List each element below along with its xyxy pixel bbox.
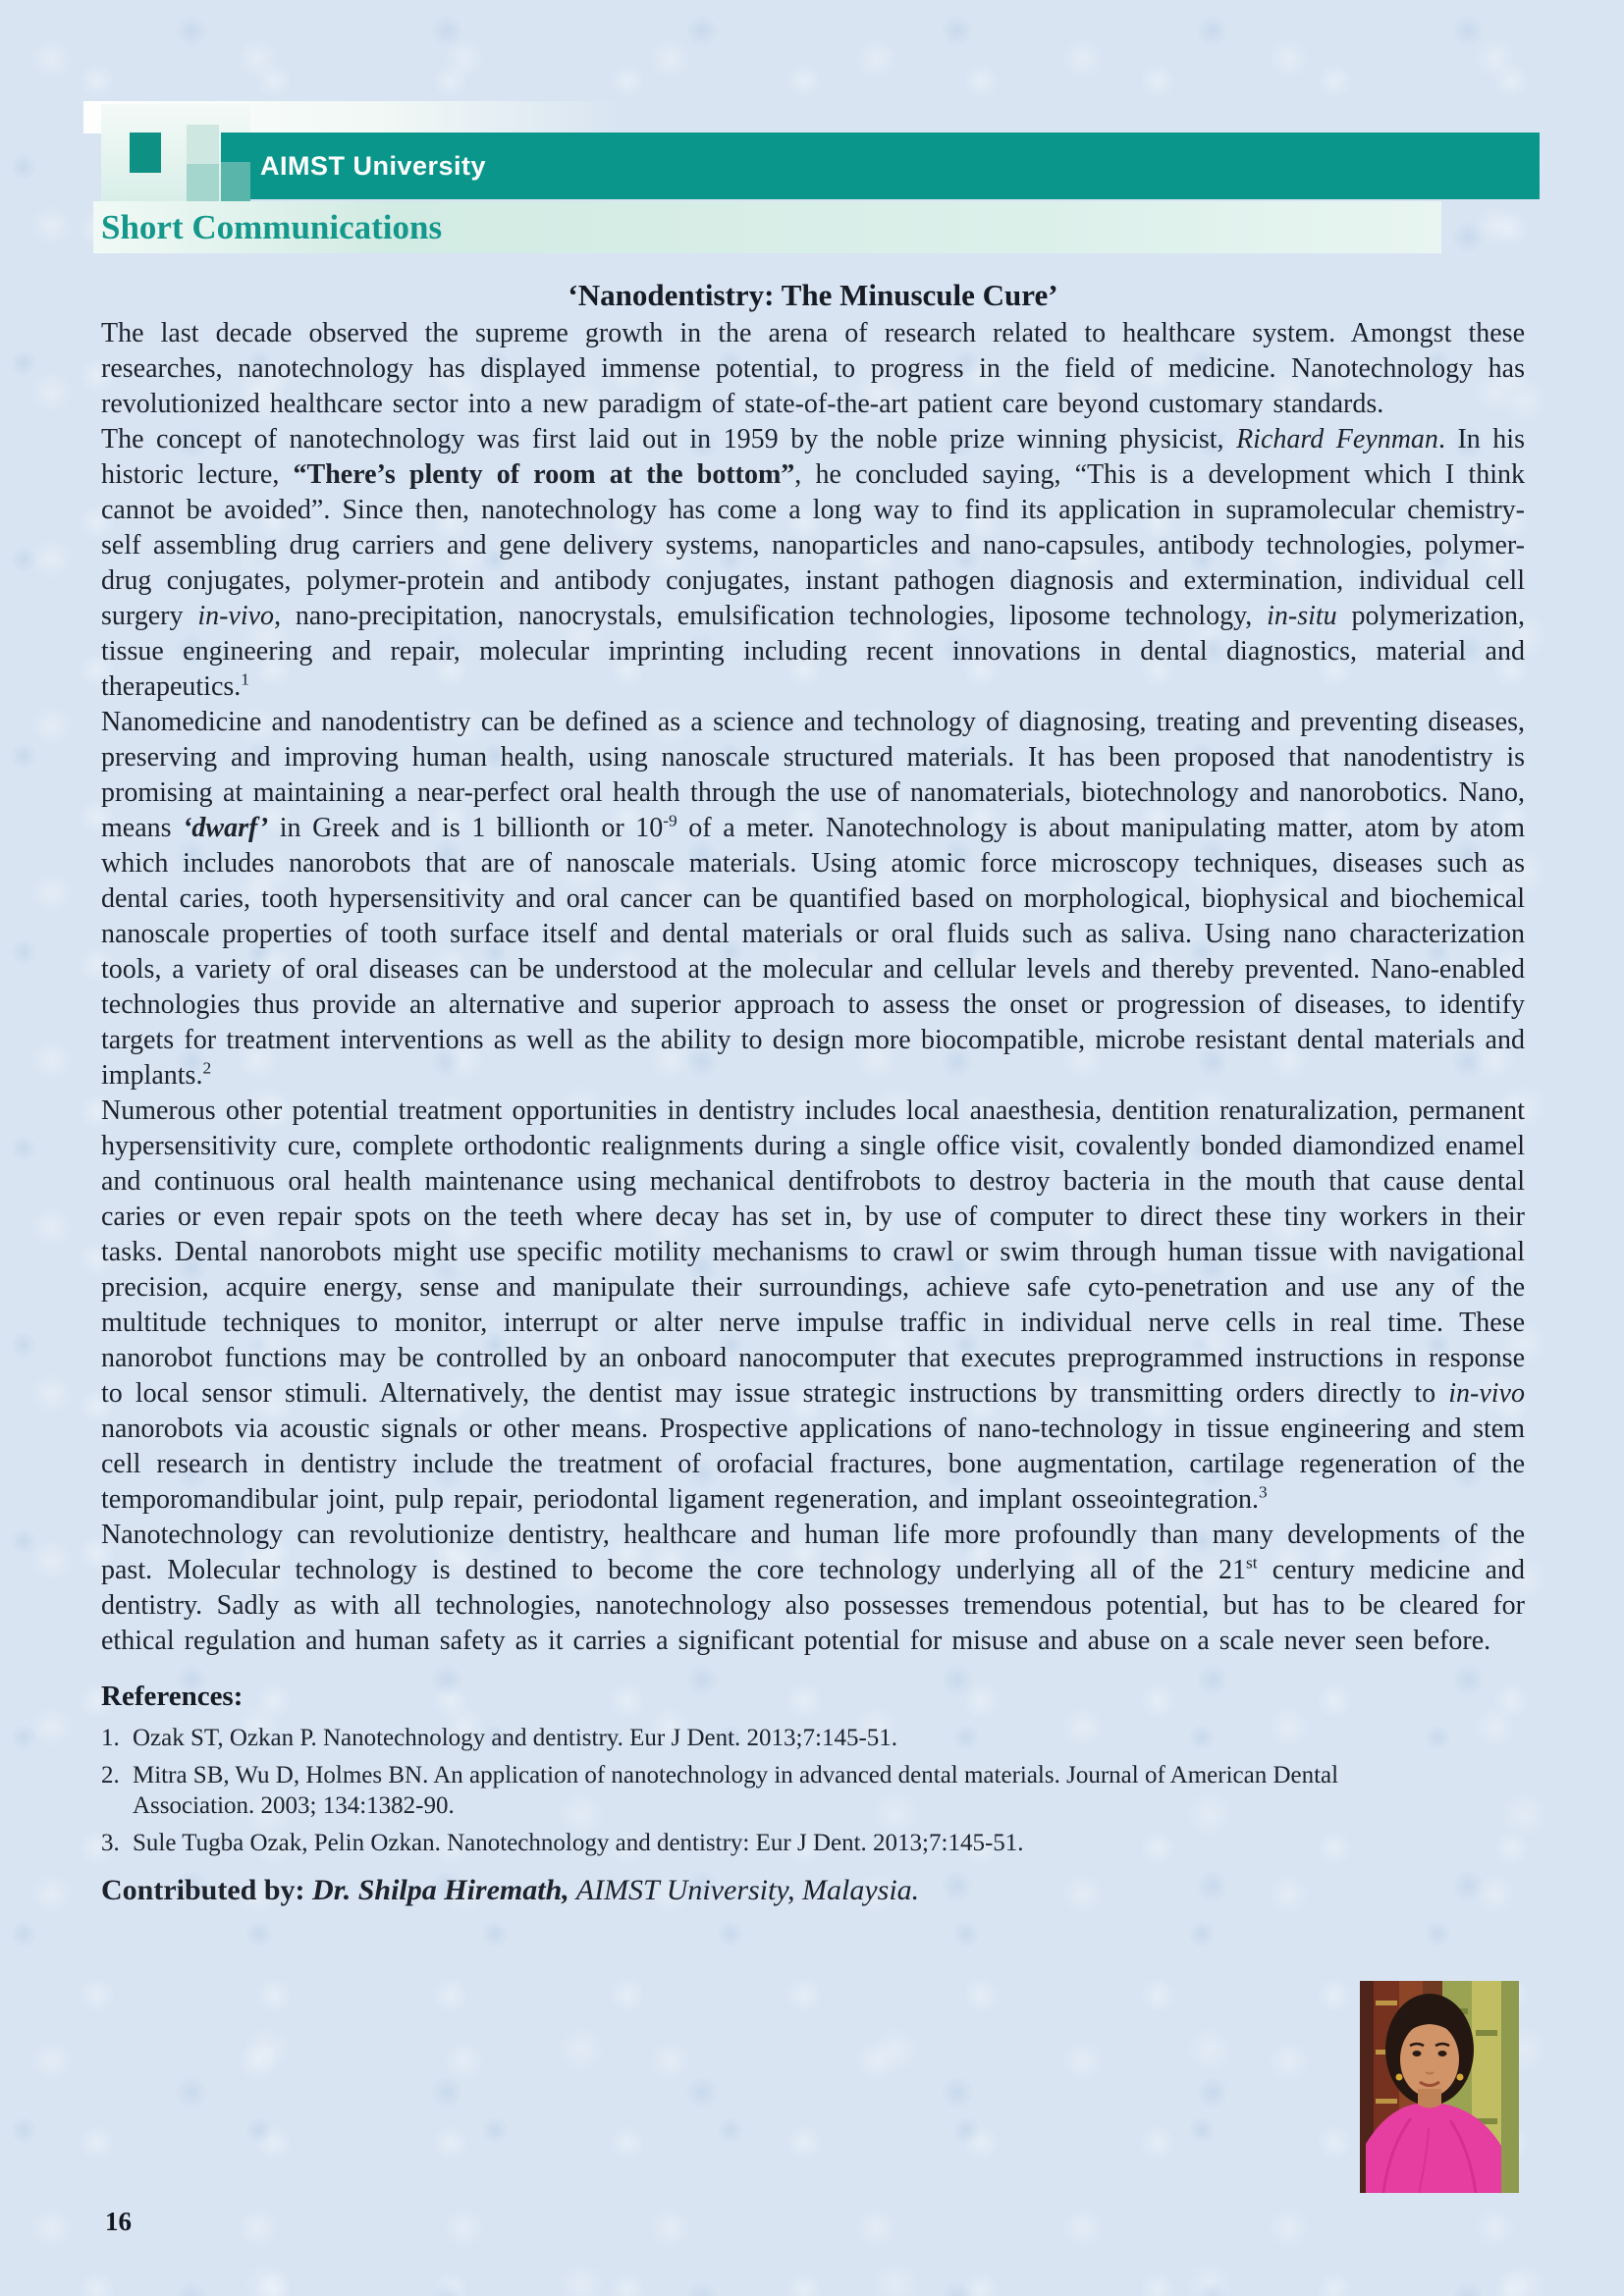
article <box>101 278 1525 1907</box>
contributor-affiliation: AIMST University, Malaysia. <box>568 1874 920 1906</box>
reference-item <box>101 1760 1348 1821</box>
text-run: Numerous other potential treatment opportunities in dentistry includes local anaesthesia, dentition renaturalization, permanent hypersensitivity cure, complete orthodontic realignments during a single office visit, covalently bonded diamondized enamel and continuous oral health maintenance using mechanical dentifrobots to destroy bacteria in the mouth that cause dental caries or even repair spots on the teeth where decay has set in, by use of computer to direct these tiny workers in their tasks. Dental nanorobots might use specific motility mechanisms to crawl or swim through human tissue with navigational precision, acquire energy, sense and manipulate their surroundings, achieve safe cyto-penetration and use any of the multitude techniques to monitor, interrupt or alter nerve impulse traffic in individual nerve cells in real time. These nanorobot functions may be controlled by an onboard nanocomputer that executes preprogrammed instructions in response to local sensor stimuli. Alternatively, the dentist may issue strategic instructions by transmitting orders directly to <box>101 1095 1525 1409</box>
contributor-name: Dr. Shilpa Hiremath, <box>312 1874 569 1906</box>
contributed-label: Contributed by: <box>101 1874 313 1906</box>
text-run: nanorobots via acoustic signals or other means. Prospective applications of nano-technology in tissue engineering and stem cell research in dentistry include the treatment of orofacial fractures, bone augmentation, cartilage regeneration of the temporomandibular joint, pulp repair, periodontal ligament regeneration, and implant osseointegration. <box>101 1414 1525 1515</box>
reference-number: 2. <box>101 1762 120 1789</box>
text-run: . In his historic lecture, <box>101 424 1525 490</box>
university-banner <box>221 133 1540 199</box>
section-banner <box>93 201 1441 253</box>
article-paragraph <box>101 1518 1525 1659</box>
contributed-line <box>101 1874 1525 1907</box>
reference-number: 1. <box>101 1725 120 1751</box>
text-run: The last decade observed the supreme growth in the arena of research related to healthcare system. Amongst these researches, nanotechnology has displayed immense potential, to progress in the field of medicine. Nanotechnology has revolutionized healthcare sector into a new paradigm of state-of-the-art patient care beyond customary standards. <box>101 318 1525 419</box>
article-paragraph <box>101 316 1525 422</box>
text-run: in Greek and is 1 billionth or 10 <box>268 813 664 843</box>
page-number: 16 <box>105 2207 132 2236</box>
text-run: century medicine and dentistry. Sadly as with all technologies, nanotechnology also possesses tremendous potential, but has to be cleared for ethical regulation and human safety as it carries a significant potential for misuse and abuse on a scale never seen before. <box>101 1555 1525 1656</box>
article-paragraph <box>101 705 1525 1094</box>
logo-square-light-top <box>187 125 219 164</box>
text-run: “There’s plenty of room at the bottom” <box>293 459 795 490</box>
contributor-photo <box>1360 1981 1519 2193</box>
text-run: in-vivo <box>197 601 275 631</box>
article-title: ‘Nanodentistry: The Minuscule Cure’ <box>568 278 1058 312</box>
text-run: 3 <box>1259 1482 1268 1502</box>
reference-item <box>101 1828 1348 1858</box>
text-run: , nano-precipitation, nanocrystals, emulsification technologies, liposome technology, <box>274 601 1268 631</box>
text-run: st <box>1245 1553 1258 1573</box>
text-run: Nanomedicine and nanodentistry can be defined as a science and technology of diagnosing, treating and preventing diseases, preserving and improving human health, using nanoscale structured materials. It has been proposed that nanodentistry is promising at maintaining a near-perfect oral health through the use of nanomaterials, biotechnology and nanorobotics. Nano, means <box>101 707 1525 843</box>
logo-square-dark <box>130 133 161 173</box>
article-body <box>101 316 1525 1659</box>
text-run: in-situ <box>1267 601 1337 631</box>
text-run: polymerization, tissue engineering and repair, molecular imprinting including recent innovations in dental diagnostics, material and therapeutics. <box>101 601 1525 702</box>
text-run: Nanotechnology can revolutionize dentistry, healthcare and human life more profoundly than many developments of the past. Molecular technology is destined to become the core technology underlying all of the 21 <box>101 1520 1525 1585</box>
text-run: -9 <box>663 811 677 830</box>
reference-text: Sule Tugba Ozak, Pelin Ozkan. Nanotechnology and dentistry: Eur J Dent. 2013;7:145-51. <box>133 1830 1024 1856</box>
logo-square-light-bottom <box>187 164 219 201</box>
reference-text: Ozak ST, Ozkan P. Nanotechnology and dentistry. Eur J Dent. 2013;7:145-51. <box>133 1725 898 1751</box>
reference-item <box>101 1723 1348 1753</box>
text-run: Richard Feynman <box>1236 424 1438 454</box>
section-title: Short Communications <box>101 207 443 246</box>
references-list <box>101 1723 1348 1858</box>
university-name: AIMST University <box>260 150 487 181</box>
logo-square-mid <box>221 162 250 201</box>
reference-number: 3. <box>101 1830 120 1856</box>
reference-text: Mitra SB, Wu D, Holmes BN. An application of nanotechnology in advanced dental materials. Journal of American Dental Association. 2003; 134:1382-90. <box>133 1762 1339 1819</box>
article-paragraph <box>101 422 1525 705</box>
text-run: , he concluded saying, “This is a development which I think cannot be avoided”. Since then, nanotechnology has come a long way to find its application in supramolecular chemistry-self assembling drug carriers and gene delivery systems, nanoparticles and nano-capsules, antibody technologies, polymer-drug conjugates, polymer-protein and antibody conjugates, instant pathogen diagnosis and extermination, individual cell surgery <box>101 459 1525 631</box>
article-paragraph <box>101 1094 1525 1518</box>
text-run: in-vivo <box>1448 1378 1525 1409</box>
text-run: ‘dwarf’ <box>183 813 269 843</box>
contributor-portrait-illustration <box>1360 1981 1519 2193</box>
references-heading: References: <box>101 1681 244 1712</box>
text-run: 1 <box>241 669 249 689</box>
text-run: The concept of nanotechnology was first laid out in 1959 by the noble prize winning physicist, <box>101 424 1237 454</box>
text-run: of a meter. Nanotechnology is about manipulating matter, atom by atom which includes nanorobots that are of nanoscale materials. Using atomic force microscopy techniques, diseases such as dental caries, tooth hypersensitivity and oral cancer can be quantified based on morphological, biophysical and biochemical nanoscale properties of tooth surface itself and dental materials or oral fluids such as saliva. Using nano characterization tools, a variety of oral diseases can be understood at the molecular and cellular levels and thereby prevented. Nano-enabled technologies thus provide an alternative and superior approach to assess the onset or progression of diseases, to identify targets for treatment interventions as well as the ability to design more biocompatible, microbe resistant dental materials and implants. <box>101 813 1526 1091</box>
text-run: 2 <box>202 1058 212 1078</box>
